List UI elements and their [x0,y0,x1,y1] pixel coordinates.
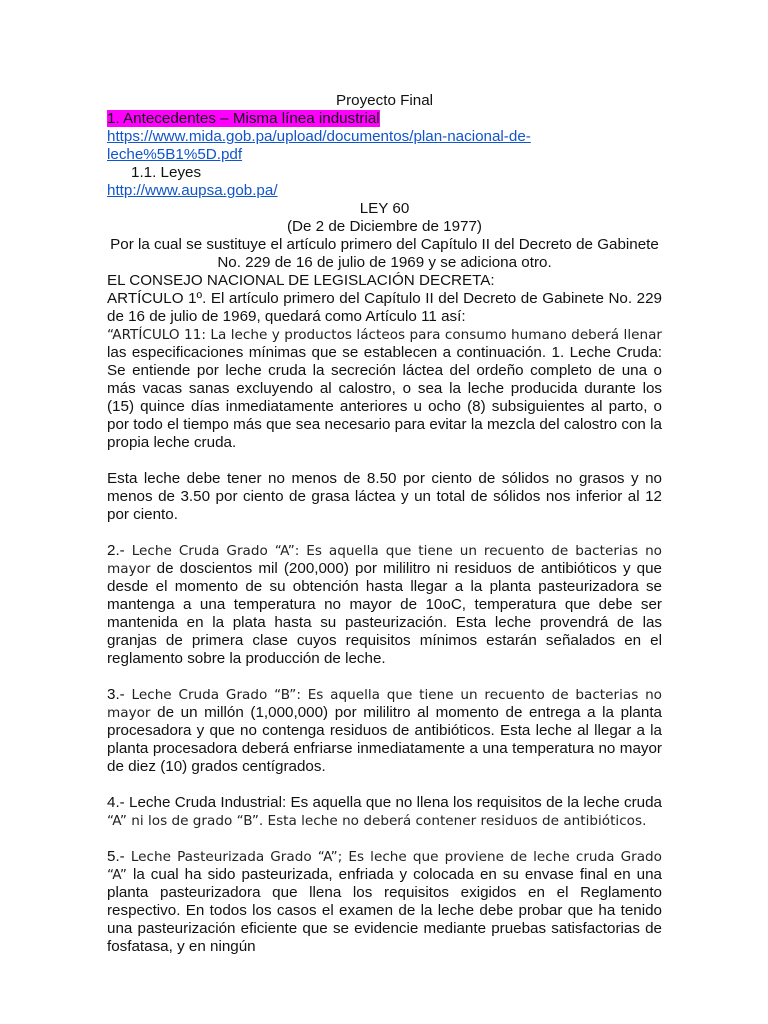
item-4-body: 4.- Leche Cruda Industrial: Es aquella que no llena los requisitos de la leche cruda [107,794,662,811]
aupsa-link-paragraph [107,182,662,200]
council-decree: EL CONSEJO NACIONAL DE LEGISLACIÓN DECRETA: [107,272,495,289]
article-11-body: las especificaciones mínimas que se establecen a continuación. 1. Leche Cruda: Se entiende por leche cruda la secreción láctea del ordeño completo de una o más vacas sanas excluyendo al calostro, o sea la leche producida durante los (15) quince días inmediatamente anteriores u ocho (8) subsiguientes al parto, o por todo el tiempo más que sea necesario para evitar la mezcla del calostro con la propia leche cruda. [107,344,662,451]
article-11 [107,326,662,452]
page-title: Proyecto Final [335,92,434,109]
item-4-paragraph [107,794,662,830]
law-description-line-1: Por la cual se sustituye el artículo primero del Capítulo II del Decreto de Gabinete [110,236,659,253]
mida-link-paragraph [107,128,662,164]
spacer [107,776,662,794]
law-description [107,236,662,272]
aupsa-link[interactable]: http://www.aupsa.gob.pa/ [107,182,278,199]
mida-link-line-1[interactable]: https://www.mida.gob.pa/upload/documentos/plan-nacional-de- [107,128,531,145]
item-4-tail: “A” ni los de grado “B”. Esta leche no deberá contener residuos de antibióticos. [107,813,647,829]
item-3-number: 3.- [107,686,125,703]
item-5-number: 5.- [107,848,125,865]
law-title: LEY 60 [359,200,410,217]
item-5-heading: Leche Pasteurizada Grado “A”; Es leche que proviene de leche cruda Grado “A” [107,849,662,883]
spacer [107,668,662,686]
item-5-body: la cual ha sido pasteurizada, enfriada y colocada en su envase final en una planta pasteurizadora que llena los requisitos exigidos en el Reglamento respectivo. En todos los casos el examen de la leche debe probar que ha tenido una pasteurización eficiente que se evidencie mediante pruebas satisfactorias de fosfatasa, y en ningún [107,866,662,955]
item-3-paragraph [107,686,662,776]
item-2-paragraph [107,542,662,668]
document-body [107,92,662,956]
item-2-number: 2.- [107,542,125,559]
highlighted-heading: 1. Antecedentes – Misma línea industrial [107,110,380,127]
mida-link-line-2[interactable]: leche%5B1%5D.pdf [107,146,243,163]
item-5-paragraph [107,848,662,956]
item-2-body: de doscientos mil (200,000) por mililitro ni residuos de antibióticos y que desde el momento de su obtención hasta llegar a la planta pasteurizadora se mantenga a una temperatura no mayor de 10oC, temperatura que debe ser mantenida en la plata hasta su pasteurización. Esta leche provendrá de las granjas de primera clase cuyos requisitos mínimos estarán señalados en el reglamento sobre la producción de leche. [107,560,662,667]
article-11-heading: “ARTÍCULO 11: La leche y productos lácteos para consumo humano deberá llenar [107,327,662,343]
subsection-heading: 1.1. Leyes [131,164,202,181]
item-3-heading: Leche Cruda Grado “B”: Es aquella que tiene un recuento de bacterias no mayor [107,687,662,721]
spacer [107,452,662,470]
section-heading [107,110,662,128]
item-3-body: de un millón (1,000,000) por mililitro al momento de entrega a la planta procesadora y que no contenga residuos de antibióticos. Esta leche al llegar a la planta procesadora deberá enfriarse inmediatamente a una temperatura no mayor de diez (10) grados centígrados. [107,704,662,775]
item-2-heading: Leche Cruda Grado “A”: Es aquella que tiene un recuento de bacterias no mayor [107,543,662,577]
law-description-line-2: No. 229 de 16 de julio de 1969 y se adiciona otro. [217,254,552,271]
spacer [107,524,662,542]
law-date: (De 2 de Diciembre de 1977) [286,218,482,235]
solids-paragraph: Esta leche debe tener no menos de 8.50 por ciento de sólidos no grasos y no menos de 3.50 por ciento de grasa láctea y un total de sólidos nos inferior al 12 por ciento. [107,470,662,523]
article-1: ARTÍCULO 1º. El artículo primero del Capítulo II del Decreto de Gabinete No. 229 de 16 de julio de 1969, quedará como Artículo 11 así: [107,290,662,325]
spacer [107,830,662,848]
